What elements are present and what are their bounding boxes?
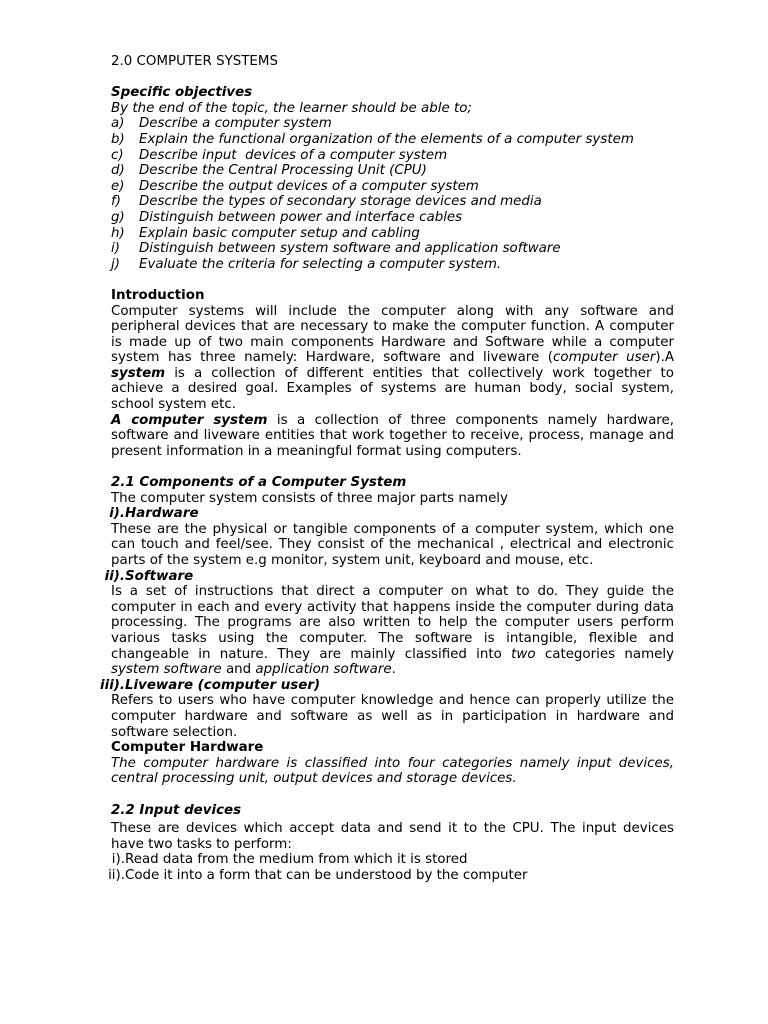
hardware-heading: i). Hardware	[109, 506, 199, 522]
introduction-paragraph-2: A computer system is a collection of three components namely hardware, software and liveware entities that work together to receive, process, manage and present information in a meaningful format using computers.	[111, 412, 674, 459]
liveware-heading: iii). Liveware (computer user)	[100, 677, 321, 693]
software-text: Is a set of instructions that direct a computer on what to do. They guide the computer in each and every activity that happens inside the computer during data processing. The programs are also written to help the computer users perform various tasks using the computer. The software is intangible, flexible and changeable in nature. They are mainly classified into two categories namely system software and application software.	[111, 584, 674, 678]
objective-item: a) Describe a computer system	[111, 116, 332, 132]
objective-item: d) Describe the Central Processing Unit (CPU)	[111, 163, 427, 179]
objective-item: c) Describe input devices of a computer system	[111, 147, 448, 163]
input-devices-text: These are devices which accept data and send it to the CPU. The input devices have two tasks to perform:	[111, 821, 674, 852]
components-heading: 2.1 Components of a Computer System	[111, 475, 407, 491]
input-task-item: ii). Code it into a form that can be understood by the computer	[108, 867, 528, 883]
input-task-item: i). Read data from the medium from which it is stored	[111, 852, 468, 868]
introduction-paragraph-1: Computer systems will include the computer along with any software and peripheral devices that are necessary to make the computer function. A computer is made up of two main components Hardware and Software while a computer system has three namely: Hardware, software and liveware (computer user).A system is a collection of different entities that collectively work together to achieve a desired goal. Examples of systems are human body, social system, school system etc.	[111, 303, 674, 413]
objective-item: f) Describe the types of secondary storage devices and media	[111, 194, 542, 210]
liveware-text: Refers to users who have computer knowledge and hence can properly utilize the computer hardware and software as well as in participation in hardware and software selection.	[111, 693, 674, 740]
objectives-intro: By the end of the topic, the learner should be able to;	[111, 100, 472, 116]
hardware-text: These are the physical or tangible components of a computer system, which one can touch and feel/see. They consist of the mechanical , electrical and electronic parts of the system e.g monitor, system unit, keyboard and mouse, etc.	[111, 521, 674, 568]
software-heading: ii). Software	[104, 568, 194, 584]
objective-item: e) Describe the output devices of a computer system	[111, 178, 479, 194]
objective-item: i) Distinguish between system software and application software	[111, 241, 561, 257]
objective-item: b) Explain the functional organization of the elements of a computer system	[111, 131, 634, 147]
objectives-list	[111, 116, 674, 272]
document-page	[100, 54, 674, 883]
input-devices-heading: 2.2 Input devices	[111, 802, 242, 818]
document-title: 2.0 COMPUTER SYSTEMS	[111, 54, 278, 69]
objectives-heading: Specific objectives	[111, 85, 253, 101]
introduction-heading: Introduction	[111, 287, 205, 303]
objective-item: j) Evaluate the criteria for selecting a computer system.	[111, 256, 502, 272]
objective-item: g) Distinguish between power and interface cables	[111, 209, 463, 225]
components-intro: The computer system consists of three major parts namely	[111, 490, 508, 506]
objective-item: h) Explain basic computer setup and cabling	[111, 225, 420, 241]
computer-hardware-heading: Computer Hardware	[111, 740, 264, 756]
computer-hardware-text: The computer hardware is classified into four categories namely input devices, central processing unit, output devices and storage devices.	[111, 755, 674, 787]
